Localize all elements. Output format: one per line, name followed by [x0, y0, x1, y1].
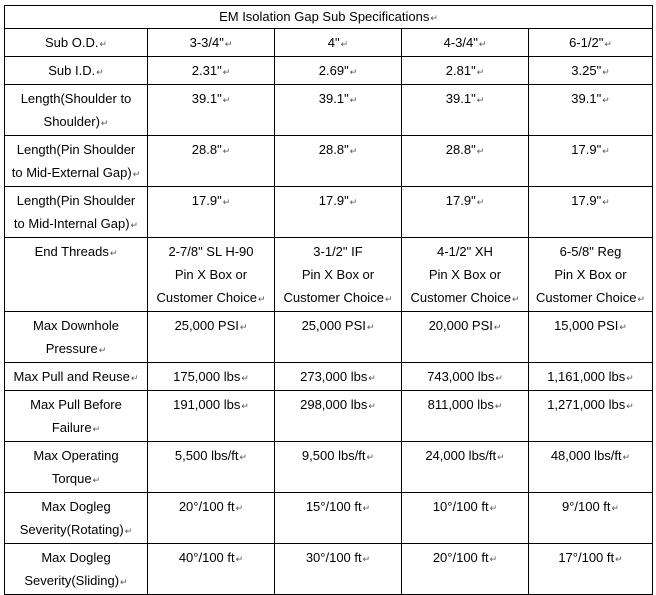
paragraph-mark-icon: ↵: [362, 554, 371, 564]
cell-value: 1,161,000 lbs: [547, 369, 626, 384]
value-cell: [148, 363, 275, 391]
paragraph-mark-icon: ↵: [476, 95, 485, 105]
cell-value: 20°/100 ft: [432, 550, 489, 565]
paragraph-mark-icon: ↵: [92, 424, 101, 434]
row-label-cell: [5, 312, 148, 363]
paragraph-mark-icon: ↵: [602, 197, 610, 207]
value-cell: [402, 391, 529, 442]
paragraph-mark-icon: ↵: [478, 39, 487, 49]
cell-value: 17°/100 ft: [558, 550, 615, 565]
paragraph-mark-icon: ↵: [476, 197, 485, 207]
paragraph-mark-icon: ↵: [362, 503, 371, 513]
value-cell: [529, 187, 653, 238]
paragraph-mark-icon: ↵: [130, 220, 139, 230]
paragraph-mark-icon: ↵: [366, 322, 375, 332]
paragraph-mark-icon: ↵: [239, 452, 248, 462]
cell-value: 4": [327, 35, 340, 50]
row-label: Length(Pin Shoulder to Mid-External Gap): [11, 142, 136, 180]
value-cell: [275, 238, 402, 312]
value-cell: [529, 544, 653, 595]
paragraph-mark-icon: ↵: [637, 294, 645, 304]
paragraph-mark-icon: ↵: [100, 118, 109, 128]
value-cell: [275, 493, 402, 544]
cell-value: 17.9": [571, 142, 602, 157]
table-row: [5, 493, 653, 544]
value-cell: [402, 312, 529, 363]
paragraph-mark-icon: ↵: [99, 39, 107, 49]
table-row: [5, 238, 653, 312]
row-label: End Threads: [34, 244, 109, 259]
paragraph-mark-icon: ↵: [224, 39, 233, 49]
paragraph-mark-icon: ↵: [626, 401, 634, 411]
cell-value: 298,000 lbs: [300, 397, 368, 412]
value-cell: [275, 312, 402, 363]
cell-value: 6-5/8" Reg Pin X Box or Customer Choice: [536, 244, 637, 305]
cell-value: 175,000 lbs: [173, 369, 241, 384]
cell-value: 1,271,000 lbs: [547, 397, 626, 412]
paragraph-mark-icon: ↵: [130, 373, 139, 383]
cell-value: 28.8": [445, 142, 476, 157]
cell-value: 25,000 PSI: [301, 318, 366, 333]
paragraph-mark-icon: ↵: [349, 146, 358, 156]
paragraph-mark-icon: ↵: [619, 322, 627, 332]
row-label-cell: [5, 442, 148, 493]
row-label-cell: [5, 391, 148, 442]
cell-value: 9°/100 ft: [561, 499, 611, 514]
cell-value: 191,000 lbs: [173, 397, 241, 412]
cell-value: 17.9": [571, 193, 602, 208]
paragraph-mark-icon: ↵: [98, 345, 107, 355]
cell-value: 39.1": [571, 91, 602, 106]
paragraph-mark-icon: ↵: [349, 95, 358, 105]
cell-value: 2.69": [318, 63, 349, 78]
paragraph-mark-icon: ↵: [124, 526, 133, 536]
value-cell: [148, 136, 275, 187]
value-cell: [402, 544, 529, 595]
value-cell: [529, 238, 653, 312]
value-cell: [148, 29, 275, 57]
row-label: Max Dogleg Severity(Rotating): [19, 499, 124, 537]
row-label-cell: [5, 29, 148, 57]
paragraph-mark-icon: ↵: [239, 322, 248, 332]
paragraph-mark-icon: ↵: [497, 452, 505, 462]
paragraph-mark-icon: ↵: [92, 475, 101, 485]
table-row: [5, 442, 653, 493]
paragraph-mark-icon: ↵: [222, 67, 231, 77]
paragraph-mark-icon: ↵: [430, 13, 438, 23]
value-cell: [529, 57, 653, 85]
cell-value: 48,000 lbs/ft: [550, 448, 622, 463]
cell-value: 4-3/4": [443, 35, 478, 50]
value-cell: [148, 85, 275, 136]
row-label-cell: [5, 136, 148, 187]
value-cell: [275, 391, 402, 442]
value-cell: [529, 136, 653, 187]
paragraph-mark-icon: ↵: [368, 373, 376, 383]
cell-value: 2-7/8" SL H-90 Pin X Box or Customer Choice: [156, 244, 257, 305]
table-row: [5, 136, 653, 187]
table-row: [5, 29, 653, 57]
paragraph-mark-icon: ↵: [368, 401, 376, 411]
cell-value: 3-3/4": [189, 35, 224, 50]
row-label: Max Operating Torque: [33, 448, 119, 486]
paragraph-mark-icon: ↵: [602, 146, 610, 156]
paragraph-mark-icon: ↵: [109, 248, 118, 258]
value-cell: [275, 544, 402, 595]
cell-value: 20°/100 ft: [178, 499, 235, 514]
cell-value: 17.9": [318, 193, 349, 208]
value-cell: [275, 187, 402, 238]
row-label: Length(Shoulder to Shoulder): [20, 91, 132, 129]
value-cell: [148, 442, 275, 493]
paragraph-mark-icon: ↵: [241, 401, 249, 411]
value-cell: [275, 29, 402, 57]
row-label-cell: [5, 85, 148, 136]
cell-value: 9,500 lbs/ft: [301, 448, 366, 463]
cell-value: 39.1": [445, 91, 476, 106]
cell-value: 30°/100 ft: [305, 550, 362, 565]
cell-value: 2.81": [445, 63, 476, 78]
paragraph-mark-icon: ↵: [349, 197, 358, 207]
cell-value: 28.8": [318, 142, 349, 157]
value-cell: [275, 136, 402, 187]
paragraph-mark-icon: ↵: [489, 554, 498, 564]
value-cell: [148, 312, 275, 363]
value-cell: [529, 85, 653, 136]
cell-value: 40°/100 ft: [178, 550, 235, 565]
paragraph-mark-icon: ↵: [511, 294, 520, 304]
paragraph-mark-icon: ↵: [615, 554, 623, 564]
row-label: Max Dogleg Severity(Sliding): [24, 550, 120, 588]
value-cell: [275, 57, 402, 85]
value-cell: [148, 493, 275, 544]
cell-value: 5,500 lbs/ft: [174, 448, 239, 463]
paragraph-mark-icon: ↵: [366, 452, 375, 462]
cell-value: 3-1/2" IF Pin X Box or Customer Choice: [283, 244, 384, 305]
value-cell: [529, 442, 653, 493]
value-cell: [275, 363, 402, 391]
value-cell: [148, 544, 275, 595]
cell-value: 6-1/2": [569, 35, 604, 50]
cell-value: 28.8": [191, 142, 222, 157]
paragraph-mark-icon: ↵: [257, 294, 266, 304]
cell-value: 811,000 lbs: [427, 397, 494, 412]
value-cell: [529, 363, 653, 391]
cell-value: 743,000 lbs: [427, 369, 495, 384]
spec-table: [4, 5, 653, 595]
table-row: [5, 57, 653, 85]
paragraph-mark-icon: ↵: [235, 554, 244, 564]
value-cell: [529, 29, 653, 57]
value-cell: [148, 238, 275, 312]
value-cell: [529, 312, 653, 363]
value-cell: [402, 57, 529, 85]
title-row: [5, 6, 653, 29]
paragraph-mark-icon: ↵: [494, 401, 503, 411]
paragraph-mark-icon: ↵: [235, 503, 244, 513]
row-label: Length(Pin Shoulder to Mid-Internal Gap): [13, 193, 136, 231]
value-cell: [529, 391, 653, 442]
value-cell: [402, 187, 529, 238]
value-cell: [275, 85, 402, 136]
paragraph-mark-icon: ↵: [495, 373, 503, 383]
cell-value: 2.31": [191, 63, 222, 78]
cell-value: 39.1": [191, 91, 222, 106]
value-cell: [148, 57, 275, 85]
table-title-text: EM Isolation Gap Sub Specifications: [219, 9, 430, 24]
table-row: [5, 363, 653, 391]
paragraph-mark-icon: ↵: [241, 373, 249, 383]
paragraph-mark-icon: ↵: [96, 67, 104, 77]
paragraph-mark-icon: ↵: [120, 577, 128, 587]
spec-table-container: [4, 5, 653, 595]
value-cell: [402, 238, 529, 312]
row-label-cell: [5, 238, 148, 312]
paragraph-mark-icon: ↵: [476, 146, 485, 156]
cell-value: 24,000 lbs/ft: [425, 448, 497, 463]
paragraph-mark-icon: ↵: [602, 95, 610, 105]
paragraph-mark-icon: ↵: [626, 373, 634, 383]
value-cell: [402, 29, 529, 57]
table-row: [5, 187, 653, 238]
cell-value: 20,000 PSI: [428, 318, 493, 333]
cell-value: 25,000 PSI: [174, 318, 239, 333]
value-cell: [402, 493, 529, 544]
row-label-cell: [5, 544, 148, 595]
paragraph-mark-icon: ↵: [604, 39, 612, 49]
table-row: [5, 544, 653, 595]
paragraph-mark-icon: ↵: [384, 294, 393, 304]
paragraph-mark-icon: ↵: [340, 39, 349, 49]
paragraph-mark-icon: ↵: [222, 197, 231, 207]
row-label: Sub I.D.: [48, 63, 96, 78]
value-cell: [148, 187, 275, 238]
table-row: [5, 85, 653, 136]
cell-value: 15,000 PSI: [554, 318, 619, 333]
paragraph-mark-icon: ↵: [493, 322, 502, 332]
paragraph-mark-icon: ↵: [602, 67, 610, 77]
row-label-cell: [5, 493, 148, 544]
paragraph-mark-icon: ↵: [349, 67, 358, 77]
row-label: Max Downhole Pressure: [33, 318, 119, 356]
table-title: [5, 6, 653, 29]
cell-value: 39.1": [318, 91, 349, 106]
table-row: [5, 312, 653, 363]
row-label: Max Pull Before Failure: [30, 397, 122, 435]
cell-value: 273,000 lbs: [300, 369, 368, 384]
table-row: [5, 391, 653, 442]
paragraph-mark-icon: ↵: [489, 503, 498, 513]
value-cell: [529, 493, 653, 544]
row-label-cell: [5, 57, 148, 85]
cell-value: 4-1/2" XH Pin X Box or Customer Choice: [410, 244, 511, 305]
paragraph-mark-icon: ↵: [222, 146, 231, 156]
cell-value: 17.9": [445, 193, 476, 208]
paragraph-mark-icon: ↵: [622, 452, 631, 462]
cell-value: 3.25": [571, 63, 602, 78]
paragraph-mark-icon: ↵: [611, 503, 620, 513]
row-label: Sub O.D.: [44, 35, 99, 50]
row-label-cell: [5, 363, 148, 391]
value-cell: [148, 391, 275, 442]
paragraph-mark-icon: ↵: [476, 67, 485, 77]
value-cell: [402, 85, 529, 136]
cell-value: 10°/100 ft: [432, 499, 489, 514]
value-cell: [402, 136, 529, 187]
cell-value: 17.9": [191, 193, 222, 208]
row-label: Max Pull and Reuse: [13, 369, 130, 384]
row-label-cell: [5, 187, 148, 238]
value-cell: [402, 442, 529, 493]
paragraph-mark-icon: ↵: [132, 169, 141, 179]
value-cell: [402, 363, 529, 391]
paragraph-mark-icon: ↵: [222, 95, 231, 105]
cell-value: 15°/100 ft: [305, 499, 362, 514]
value-cell: [275, 442, 402, 493]
